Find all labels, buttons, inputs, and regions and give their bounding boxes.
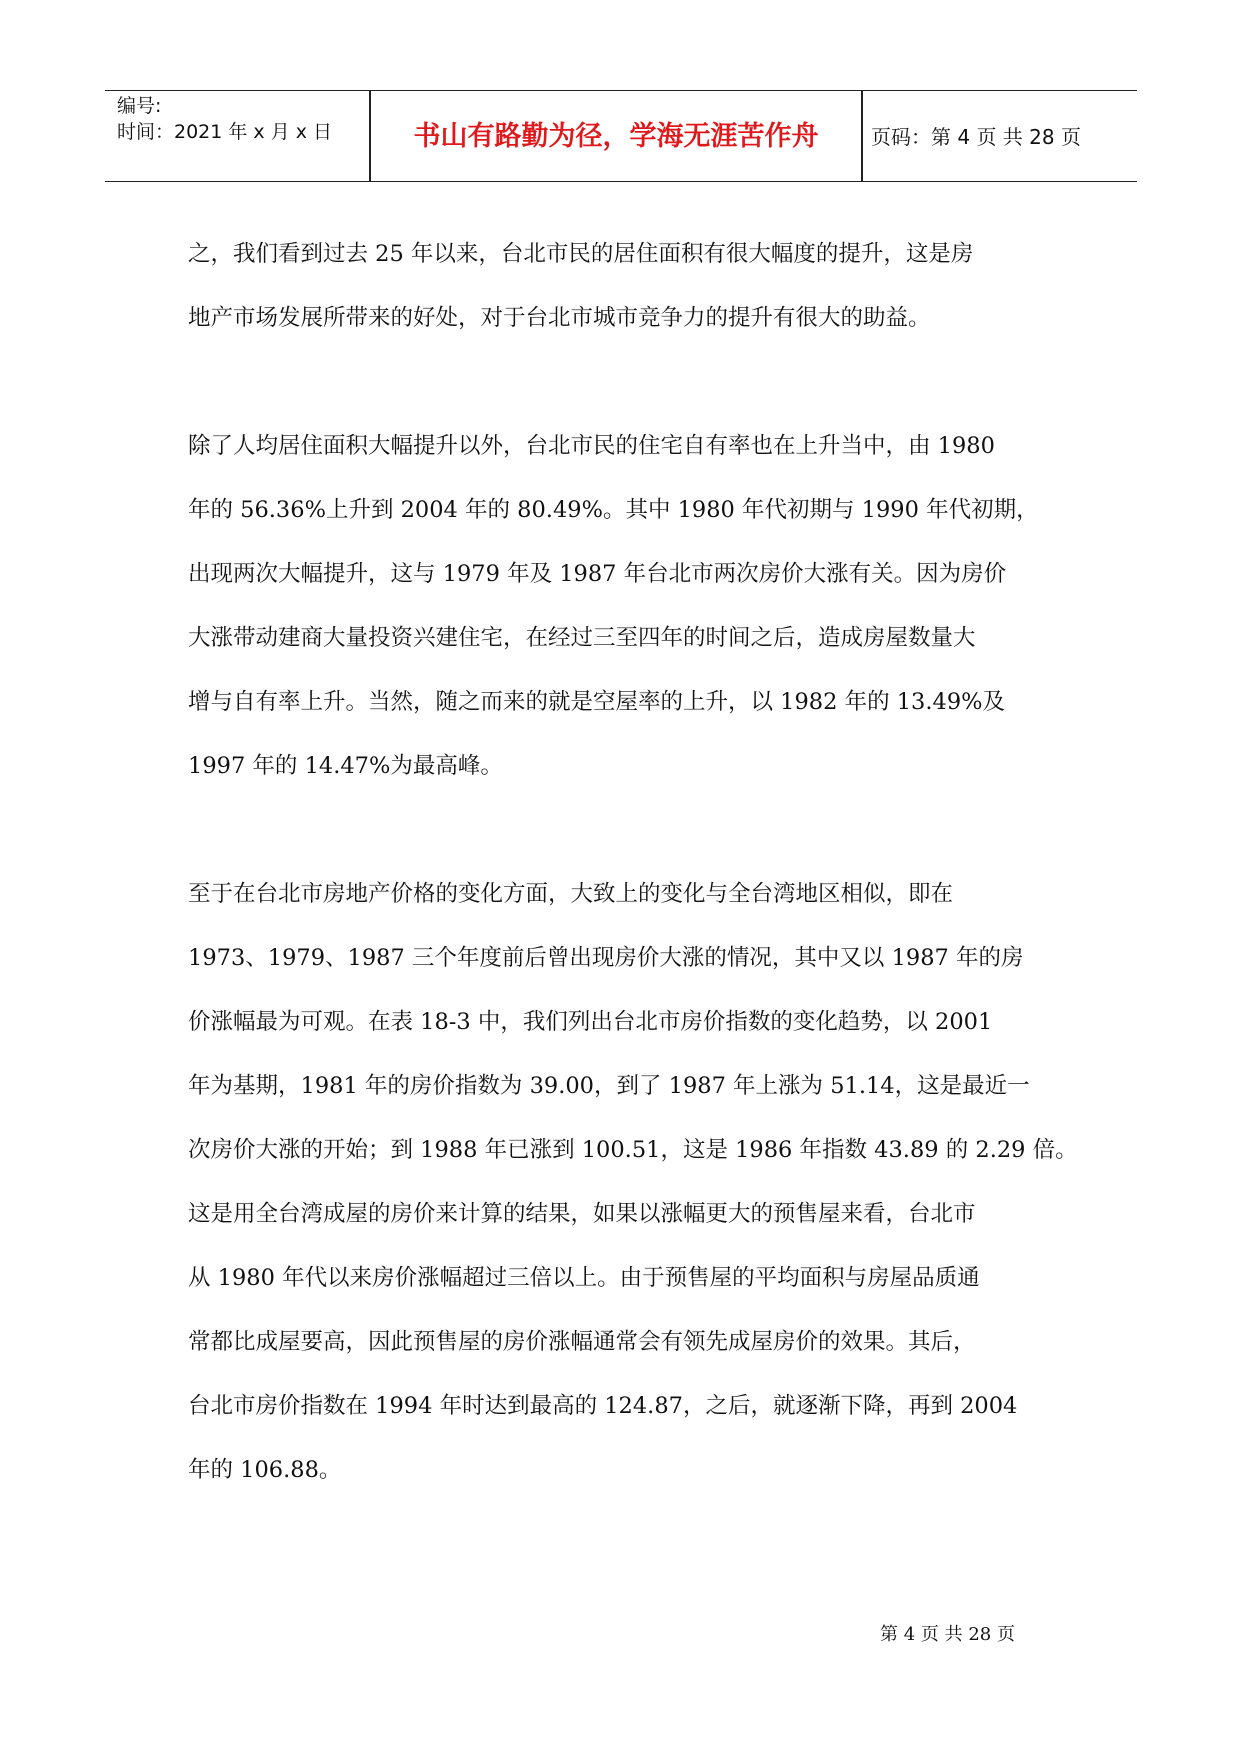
paragraph (188, 414, 1063, 798)
paragraph (188, 862, 1078, 1502)
text-line: 之，我们看到过去 25 年以来，台北市民的居住面积有很大幅度的提升，这是房 (188, 241, 974, 267)
paragraph (188, 222, 1063, 350)
text-line: 地产市场发展所带来的好处，对于台北市城市竞争力的提升有很大的助益。 (188, 305, 931, 331)
text-line: 至于在台北市房地产价格的变化方面，大致上的变化与全台湾地区相似，即在 (188, 881, 954, 907)
text-line: 台北市房价指数在 1994 年时达到最高的 124.87，之后，就逐渐下降，再到 2004 (188, 1393, 1018, 1419)
text-line: 除了人均居住面积大幅提升以外，台北市民的住宅自有率也在上升当中，由 1980 (188, 433, 995, 459)
text-line: 这是用全台湾成屋的房价来计算的结果，如果以涨幅更大的预售屋来看，台北市 (188, 1201, 976, 1227)
header-motto: 书山有路勤为径，学海无涯苦作舟 (413, 121, 819, 152)
document-body (188, 222, 1078, 1502)
text-line: 1973、1979、1987 三个年度前后曾出现房价大涨的情况，其中又以 1987 年的房 (188, 945, 1024, 971)
text-line: 出现两次大幅提升，这与 1979 年及 1987 年台北市两次房价大涨有关。因为房价 (188, 561, 1007, 587)
serial-label: 编号: (117, 95, 162, 117)
text-line: 年的 56.36%上升到 2004 年的 80.49%。其中 1980 年代初期与 1990 年代初期， (188, 497, 1039, 523)
text-line: 增与自有率上升。当然，随之而来的就是空屋率的上升，以 1982 年的 13.49%及 (188, 689, 1006, 715)
page-footer: 第 4 页 共 28 页 (880, 1624, 1015, 1645)
header-page-number: 页码：第 4 页 共 28 页 (871, 125, 1081, 149)
text-line: 大涨带动建商大量投资兴建住宅，在经过三至四年的时间之后，造成房屋数量大 (188, 625, 976, 651)
text-line: 常都比成屋要高，因此预售屋的房价涨幅通常会有领先成屋房价的效果。其后， (188, 1329, 976, 1355)
text-line: 价涨幅最为可观。在表 18-3 中，我们列出台北市房价指数的变化趋势，以 2001 (188, 1009, 993, 1035)
header-divider (861, 91, 863, 181)
text-line: 从 1980 年代以来房价涨幅超过三倍以上。由于预售屋的平均面积与房屋品质通 (188, 1265, 980, 1291)
header-meta (117, 93, 367, 145)
text-line: 次房价大涨的开始；到 1988 年已涨到 100.51，这是 1986 年指数 43.89 的 2.29 倍。 (188, 1137, 1078, 1163)
time-label: 时间：2021 年 x 月 x 日 (117, 121, 333, 143)
text-line: 1997 年的 14.47%为最高峰。 (188, 753, 503, 779)
text-line: 年的 106.88。 (188, 1457, 342, 1483)
text-line: 年为基期，1981 年的房价指数为 39.00，到了 1987 年上涨为 51.14，这是最近一 (188, 1073, 1030, 1099)
page-header (105, 90, 1137, 182)
